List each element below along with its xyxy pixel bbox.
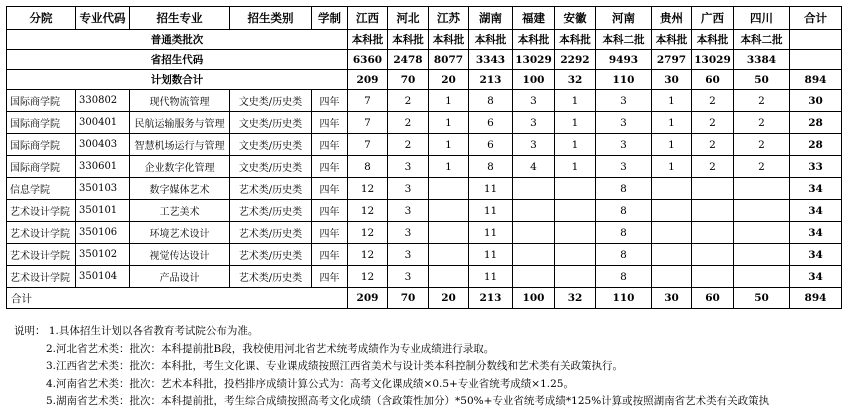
province-count-cell: 6 [469, 134, 513, 156]
meta-cell: 本科批 [652, 30, 692, 50]
sum-cell: 209 [348, 288, 388, 309]
meta-cell: 3384 [734, 50, 790, 70]
province-count-cell [734, 200, 790, 222]
sum-cell: 213 [469, 288, 513, 309]
province-count-cell: 11 [469, 178, 513, 200]
meta-cell: 本科二批 [596, 30, 652, 50]
province-count-cell [652, 266, 692, 288]
major-name-cell: 工艺美术 [130, 200, 230, 222]
province-count-cell: 3 [388, 156, 429, 178]
province-count-cell: 3 [388, 178, 429, 200]
sum-cell: 70 [388, 288, 429, 309]
column-header: 贵州 [652, 7, 692, 30]
row-total-cell: 33 [790, 156, 842, 178]
grand-total-cell: 894 [790, 288, 842, 309]
meta-cell: 本科批 [429, 30, 469, 50]
province-count-cell: 3 [388, 222, 429, 244]
province-count-cell: 1 [555, 156, 596, 178]
row-total-cell: 30 [790, 90, 842, 112]
province-count-cell: 3 [513, 134, 555, 156]
province-count-cell: 1 [429, 112, 469, 134]
meta-cell: 32 [555, 70, 596, 90]
province-count-cell: 8 [596, 222, 652, 244]
duration-cell: 四年 [312, 156, 348, 178]
category-cell: 文史类/历史类 [230, 134, 312, 156]
province-count-cell: 2 [734, 112, 790, 134]
province-count-cell: 1 [555, 90, 596, 112]
college-cell: 艺术设计学院 [7, 266, 76, 288]
province-count-cell: 6 [469, 112, 513, 134]
province-count-cell [555, 200, 596, 222]
meta-cell: 6360 [348, 50, 388, 70]
meta-cell: 60 [692, 70, 734, 90]
province-count-cell [652, 178, 692, 200]
meta-total-cell: 894 [790, 70, 842, 90]
row-total-cell: 34 [790, 266, 842, 288]
province-count-cell: 2 [388, 134, 429, 156]
meta-cell: 50 [734, 70, 790, 90]
college-cell: 艺术设计学院 [7, 222, 76, 244]
meta-total-cell [790, 50, 842, 70]
province-count-cell: 3 [388, 266, 429, 288]
province-count-cell: 2 [734, 134, 790, 156]
province-count-cell: 2 [734, 156, 790, 178]
meta-cell: 9493 [596, 50, 652, 70]
table-row [7, 244, 842, 266]
province-count-cell: 8 [596, 200, 652, 222]
note-line: 3.江西省艺术类：批次：本科批，考生文化课、专业课成绩按照江西省美术与设计类本科控制分数线和艺术类有关政策执行。 [46, 360, 624, 372]
province-count-cell [734, 222, 790, 244]
province-count-cell: 2 [692, 90, 734, 112]
meta-cell: 30 [652, 70, 692, 90]
column-header: 合计 [790, 7, 842, 30]
major-name-cell: 视觉传达设计 [130, 244, 230, 266]
province-count-cell [513, 244, 555, 266]
major-code-cell: 350102 [76, 244, 130, 266]
province-count-cell [513, 266, 555, 288]
meta-cell: 本科批 [513, 30, 555, 50]
major-code-cell: 350103 [76, 178, 130, 200]
column-header: 安徽 [555, 7, 596, 30]
province-count-cell: 3 [596, 134, 652, 156]
column-header: 专业代码 [76, 7, 130, 30]
province-count-cell: 1 [555, 134, 596, 156]
column-header: 河南 [596, 7, 652, 30]
province-count-cell: 11 [469, 222, 513, 244]
row-total-cell: 34 [790, 222, 842, 244]
province-count-cell [692, 244, 734, 266]
column-header: 四川 [734, 7, 790, 30]
major-code-cell: 300403 [76, 134, 130, 156]
major-code-cell: 350101 [76, 200, 130, 222]
duration-cell: 四年 [312, 244, 348, 266]
province-count-cell: 3 [596, 156, 652, 178]
sum-cell: 50 [734, 288, 790, 309]
province-count-cell [692, 222, 734, 244]
column-header: 广西 [692, 7, 734, 30]
province-count-cell [555, 178, 596, 200]
major-code-cell: 300401 [76, 112, 130, 134]
sum-label: 合计 [7, 288, 348, 309]
major-name-cell: 产品设计 [130, 266, 230, 288]
province-count-cell: 12 [348, 222, 388, 244]
meta-cell: 本科二批 [734, 30, 790, 50]
college-cell: 国际商学院 [7, 90, 76, 112]
province-count-cell [692, 266, 734, 288]
table-row [7, 266, 842, 288]
duration-cell: 四年 [312, 200, 348, 222]
province-count-cell [429, 200, 469, 222]
province-count-cell [555, 266, 596, 288]
major-code-cell: 350104 [76, 266, 130, 288]
category-cell: 艺术类/历史类 [230, 222, 312, 244]
column-header: 河北 [388, 7, 429, 30]
major-name-cell: 现代物流管理 [130, 90, 230, 112]
table-row [7, 156, 842, 178]
province-count-cell: 3 [388, 244, 429, 266]
province-count-cell: 1 [652, 134, 692, 156]
province-count-cell: 7 [348, 90, 388, 112]
province-count-cell: 2 [692, 134, 734, 156]
column-header: 湖南 [469, 7, 513, 30]
province-count-cell [513, 222, 555, 244]
column-header: 招生类别 [230, 7, 312, 30]
table-row [7, 134, 842, 156]
meta-cell: 110 [596, 70, 652, 90]
province-count-cell [555, 244, 596, 266]
duration-cell: 四年 [312, 134, 348, 156]
category-cell: 艺术类/历史类 [230, 200, 312, 222]
table-row [7, 90, 842, 112]
major-name-cell: 数字媒体艺术 [130, 178, 230, 200]
meta-cell: 2797 [652, 50, 692, 70]
province-count-cell: 3 [596, 90, 652, 112]
major-code-cell: 350106 [76, 222, 130, 244]
meta-cell: 本科批 [388, 30, 429, 50]
category-cell: 艺术类/历史类 [230, 266, 312, 288]
province-count-cell: 3 [596, 112, 652, 134]
meta-cell: 2478 [388, 50, 429, 70]
province-count-cell: 1 [555, 112, 596, 134]
major-code-cell: 330802 [76, 90, 130, 112]
meta-row [7, 30, 842, 50]
province-count-cell: 2 [692, 156, 734, 178]
table-row [7, 178, 842, 200]
province-count-cell [652, 222, 692, 244]
duration-cell: 四年 [312, 222, 348, 244]
row-total-cell: 28 [790, 112, 842, 134]
province-count-cell: 1 [652, 156, 692, 178]
category-cell: 艺术类/历史类 [230, 178, 312, 200]
column-header: 分院 [7, 7, 76, 30]
major-name-cell: 企业数字化管理 [130, 156, 230, 178]
table-row [7, 222, 842, 244]
column-header: 江苏 [429, 7, 469, 30]
province-count-cell [692, 178, 734, 200]
meta-cell: 209 [348, 70, 388, 90]
province-count-cell: 12 [348, 178, 388, 200]
province-count-cell: 2 [692, 112, 734, 134]
duration-cell: 四年 [312, 112, 348, 134]
meta-cell: 本科批 [469, 30, 513, 50]
province-count-cell: 11 [469, 244, 513, 266]
duration-cell: 四年 [312, 90, 348, 112]
province-count-cell [652, 244, 692, 266]
category-cell: 文史类/历史类 [230, 112, 312, 134]
sum-cell: 110 [596, 288, 652, 309]
column-header: 福建 [513, 7, 555, 30]
category-cell: 文史类/历史类 [230, 90, 312, 112]
province-count-cell: 12 [348, 266, 388, 288]
province-count-cell [734, 244, 790, 266]
meta-cell: 13029 [692, 50, 734, 70]
province-count-cell [513, 178, 555, 200]
province-count-cell: 1 [652, 90, 692, 112]
notes-section [14, 323, 844, 411]
meta-cell: 70 [388, 70, 429, 90]
category-cell: 艺术类/历史类 [230, 244, 312, 266]
province-count-cell [429, 222, 469, 244]
province-count-cell [513, 200, 555, 222]
province-count-cell: 1 [429, 134, 469, 156]
major-code-cell: 330601 [76, 156, 130, 178]
province-count-cell [429, 178, 469, 200]
sum-cell: 20 [429, 288, 469, 309]
college-cell: 国际商学院 [7, 112, 76, 134]
province-count-cell: 8 [469, 156, 513, 178]
province-count-cell [734, 266, 790, 288]
province-count-cell: 8 [469, 90, 513, 112]
meta-row [7, 70, 842, 90]
province-count-cell [555, 222, 596, 244]
enrollment-plan-table [6, 6, 842, 309]
meta-cell: 13029 [513, 50, 555, 70]
duration-cell: 四年 [312, 266, 348, 288]
province-count-cell [692, 200, 734, 222]
province-count-cell: 2 [734, 90, 790, 112]
category-cell: 文史类/历史类 [230, 156, 312, 178]
province-count-cell: 4 [513, 156, 555, 178]
meta-total-cell [790, 30, 842, 50]
college-cell: 国际商学院 [7, 156, 76, 178]
province-count-cell: 8 [596, 178, 652, 200]
province-count-cell: 12 [348, 244, 388, 266]
sum-cell: 30 [652, 288, 692, 309]
province-count-cell: 8 [596, 244, 652, 266]
note-line: 5.湖南省艺术类：批次：本科提前批，考生综合成绩按照高考文化成绩（含政策性加分）*50%+专业省统考成绩*125%计算或按照湖南省艺术类有关政策执 [46, 395, 770, 407]
duration-cell: 四年 [312, 178, 348, 200]
college-cell: 艺术设计学院 [7, 244, 76, 266]
sum-row [7, 288, 842, 309]
meta-cell: 20 [429, 70, 469, 90]
note-line: 说明： 1.具体招生计划以各省教育考试院公布为准。 [14, 325, 259, 337]
province-count-cell [734, 178, 790, 200]
major-name-cell: 环境艺术设计 [130, 222, 230, 244]
province-count-cell: 1 [652, 112, 692, 134]
meta-row-label: 计划数合计 [7, 70, 348, 90]
row-total-cell: 34 [790, 178, 842, 200]
province-count-cell [429, 244, 469, 266]
meta-cell: 本科批 [555, 30, 596, 50]
table-row [7, 200, 842, 222]
sum-cell: 60 [692, 288, 734, 309]
province-count-cell [652, 200, 692, 222]
major-name-cell: 智慧机场运行与管理 [130, 134, 230, 156]
province-count-cell: 1 [429, 90, 469, 112]
column-header: 江西 [348, 7, 388, 30]
meta-cell: 3343 [469, 50, 513, 70]
province-count-cell: 8 [348, 156, 388, 178]
major-name-cell: 民航运输服务与管理 [130, 112, 230, 134]
column-header: 招生专业 [130, 7, 230, 30]
province-count-cell: 11 [469, 266, 513, 288]
province-count-cell: 7 [348, 134, 388, 156]
row-total-cell: 34 [790, 200, 842, 222]
province-count-cell: 7 [348, 112, 388, 134]
province-count-cell: 8 [596, 266, 652, 288]
province-count-cell: 2 [388, 90, 429, 112]
meta-cell: 100 [513, 70, 555, 90]
meta-cell: 本科批 [692, 30, 734, 50]
meta-cell: 8077 [429, 50, 469, 70]
meta-cell: 2292 [555, 50, 596, 70]
meta-row-label: 普通类批次 [7, 30, 348, 50]
note-line: 4.河南省艺术类：批次：艺术本科批，投档排序成绩计算公式为：高考文化课成绩×0.5+专业省统考成绩×1.25。 [46, 377, 574, 390]
table-row [7, 112, 842, 134]
header-row [7, 7, 842, 30]
province-count-cell: 1 [429, 156, 469, 178]
province-count-cell: 3 [513, 112, 555, 134]
sum-cell: 32 [555, 288, 596, 309]
college-cell: 国际商学院 [7, 134, 76, 156]
province-count-cell: 3 [513, 90, 555, 112]
note-line: 2.河北省艺术类：批次：本科提前批B段，我校使用河北省艺术统考成绩作为专业成绩进行录取。 [46, 342, 495, 355]
meta-row [7, 50, 842, 70]
row-total-cell: 28 [790, 134, 842, 156]
row-total-cell: 34 [790, 244, 842, 266]
meta-cell: 本科批 [348, 30, 388, 50]
college-cell: 信息学院 [7, 178, 76, 200]
meta-row-label: 省招生代码 [7, 50, 348, 70]
college-cell: 艺术设计学院 [7, 200, 76, 222]
province-count-cell [429, 266, 469, 288]
meta-cell: 213 [469, 70, 513, 90]
province-count-cell: 12 [348, 200, 388, 222]
province-count-cell: 11 [469, 200, 513, 222]
column-header: 学制 [312, 7, 348, 30]
sum-cell: 100 [513, 288, 555, 309]
province-count-cell: 2 [388, 112, 429, 134]
province-count-cell: 3 [388, 200, 429, 222]
